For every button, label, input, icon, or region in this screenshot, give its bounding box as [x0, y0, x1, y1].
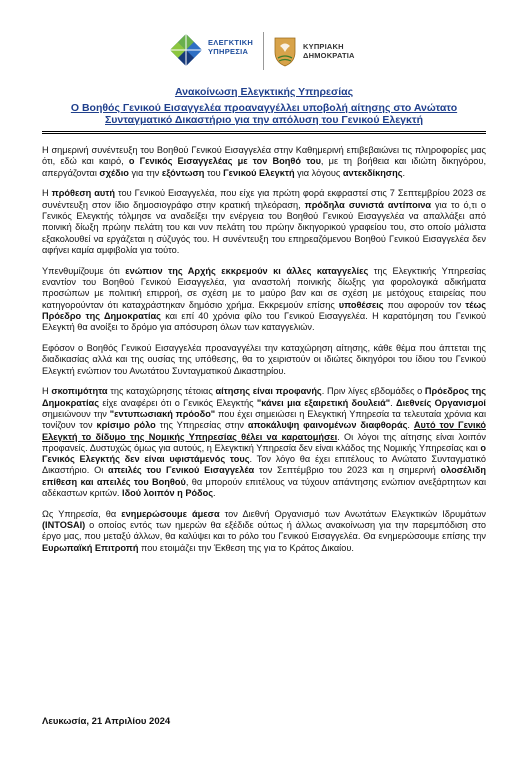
body-paragraph [42, 188, 486, 256]
paragraph-text: . [390, 397, 397, 408]
paragraph-text: Η σημερινή συνέντευξη του Βοηθού Γενικού Εισαγγελέα στην Καθημερινή επιβεβαιώνει τις πληροφορίες μας ότι, εδώ και καιρό, [42, 145, 486, 167]
emphasis-text: εξόντωση [161, 167, 205, 178]
audit-logo-line1: ΕΛΕΓΚΤΙΚΗ [208, 38, 254, 47]
emphasis-text: πρόθεση αυτή [51, 188, 115, 199]
emphasis-text: υποθέσεις [338, 299, 384, 310]
paragraph-text: , με τη βοήθεια και ιδιώτη δικηγόρου, απεργάζονται [42, 156, 486, 178]
paragraph-text: . [402, 167, 406, 178]
emphasis-text: ο Γενικός Εισαγγελέας με τον Βοηθό του [128, 156, 321, 167]
body-paragraph [42, 386, 486, 499]
emphasis-text: ο Γενικός Ελεγκτής δεν είναι υφιστάμενός τους [42, 442, 486, 465]
emphasis-text: Αυτό τον Γενικό Ελεγκτή το δίδυμο της Νομικής Υπηρεσίας θέλει να καρατομήσει [42, 420, 487, 442]
paragraph-text: σημειώνουν την [42, 408, 110, 419]
emphasis-text: αποκάλυψη φαινομένων διαφθοράς [247, 420, 408, 431]
paragraph-text: Υπενθυμίζουμε ότι [42, 265, 126, 276]
emphasis-text: Ευρωπαϊκή Επιτροπή [42, 542, 139, 553]
emphasis-text: σκοπιμότητα [51, 386, 108, 397]
emphasis-text: "εντυπωσιακή πρόοδο" [109, 408, 216, 419]
cyprus-logo-line2: ΔΗΜΟΚΡΑΤΙΑ [303, 51, 355, 60]
emphasis-text: αίτησης είναι προφανής [215, 386, 322, 397]
paragraph-text: που ετοιμάζει την Έκθεση της για το Κράτος Δικαίου. [138, 542, 354, 553]
emphasis-text: ολοσέλιδη επίθεση και απειλές του Βοηθού [42, 465, 486, 487]
logo-divider [263, 32, 264, 70]
announcement-title: Ανακοίνωση Ελεγκτικής Υπηρεσίας [174, 86, 354, 98]
paragraph-text: , θα μπορούν επιτέλους να τύχουν απάντησης ενώπιον ανεξάρτητων και αδέκαστων κριτών. [42, 476, 486, 499]
paragraph-text: . Τον λόγο θα έχει επιτέλους το Ανώτατο Συνταγματικό Δικαστήριο. Οι [42, 454, 486, 476]
paragraph-text: Η [42, 386, 52, 397]
paragraph-text: της Υπηρεσίας στην [155, 420, 248, 431]
paragraph-text: για το ό,τι ο Γενικός Ελεγκτής τόλμησε να αναδείξει την ενέργεια του Βοηθού Γενικού Εισαγγελέα να απαλλάξει από ποινική δίωξη πρώην πελάτη του και νυν πελάτη του πρώην δικηγορικού γραφείου του, στο οποίο μάλιστα εξακολουθεί να εργάζεται η σύζυγός του. Η συνέντευξη του επηρεαζόμενου Βοηθού Γενικού Εισαγγελέα δεν αφήνει καμία αμφιβολία για τούτο. [42, 199, 486, 255]
paragraph-text: Η [42, 188, 52, 199]
cyprus-logo-line1: ΚΥΠΡΙΑΚΗ [303, 42, 344, 51]
paragraph-text: Εφόσον ο Βοηθός Γενικού Εισαγγελέα προαναγγέλει την καταχώρηση αίτησης, κάθε θέμα που άπτεται της διαδικασίας αλλά και της ουσίας της υπόθεσης, θα το χειριστούν οι ιδιώτες δικηγόροι του ίδιου του Γενικού Ελεγκτή ενώπιον του Ανωτάτου Συνταγματικού Δικαστηρίου. [42, 342, 486, 376]
emphasis-text: κρίσιμο ρόλο [96, 420, 156, 431]
body-paragraph [42, 145, 486, 179]
audit-office-mark-icon [168, 32, 204, 68]
emphasis-text: πρόδηλα συνιστά αντίποινα [304, 199, 432, 210]
emphasis-text: Γενικού Ελεγκτή [223, 167, 295, 178]
audit-office-logo-text [208, 38, 253, 56]
paragraph-text: που έχει σημειώσει η Ελεγκτική Υπηρεσία τα τελευταία χρόνια και τονίζουν τον [42, 408, 486, 431]
place-and-date: Λευκωσία, 21 Απριλίου 2024 [42, 716, 171, 727]
paragraph-text: για λόγους [294, 167, 343, 178]
paragraph-text: του Γενικού Εισαγγελέα, που είχε για πρώτη φορά εκφραστεί στις 7 Σεπτεμβρίου 2023 σε συνέντευξη στον ίδιο δημοσιογράφο στην κρατική τηλεόραση, [42, 188, 486, 210]
emphasis-text: Διεθνείς Οργανισμοί [396, 397, 486, 408]
emphasis-text: Ιδού λοιπόν η Ρόδος [122, 488, 214, 499]
audit-office-logo [168, 30, 268, 74]
emphasis-text: σχέδιο [99, 167, 129, 178]
cyprus-logo-text [303, 42, 355, 60]
emphasis-text: (INTOSAI) [42, 520, 86, 531]
body-paragraph [42, 343, 486, 377]
paragraph-text: Ως Υπηρεσία, θα [42, 508, 122, 519]
paragraph-text: τον Σεπτέμβριο του 2023 και η σημερινή [254, 465, 441, 476]
paragraph-text: της Ελεγκτικής Υπηρεσίας εναντίον του Βοηθού Γενικού Εισαγγελέα, για αναστολή ποινικής δίωξης για φορολογικά αδικήματα προσώπων με πολιτική επιρροή, σε σχέση με το μαύρο βαν και σε σχέση με μετόχους εταιρείας που κατηγορούνταν ότι καταχράστηκαν δημόσιο χρήμα. Εκκρεμούν επίσης [42, 265, 486, 310]
emphasis-text: τέως Πρόεδρο της Δημοκρατίας [42, 299, 486, 321]
paragraph-text: . [213, 488, 216, 499]
title-rule-double [42, 133, 486, 134]
press-release-body [42, 145, 486, 564]
paragraph-text: της καταχώρησης τέτοιας [107, 386, 216, 397]
paragraph-text: . Πριν λίγες εβδομάδες ο [321, 386, 425, 397]
paragraph-text: . [407, 420, 414, 431]
emphasis-text: απειλές του Γενικού Εισαγγελέα [108, 465, 255, 476]
press-release-headline: Ο Βοηθός Γενικού Εισαγγελέα προαναγγέλλει υποβολή αίτησης στο Ανώτατο Συνταγματικό Δικαστήριο για την απόλυση του Γενικού Ελεγκτή [70, 102, 458, 126]
audit-logo-line2: ΥΠΗΡΕΣΙΑ [208, 47, 249, 56]
title-rule [42, 131, 486, 132]
republic-of-cyprus-logo [270, 30, 380, 74]
cyprus-coat-of-arms-icon [272, 34, 298, 68]
emphasis-text: "κάνει μια εξαιρετική δουλειά" [256, 397, 391, 408]
emphasis-text: Πρόεδρος της Δημοκρατίας [42, 386, 487, 408]
emphasis-text: ενημερώσουμε άμεσα [121, 508, 220, 519]
paragraph-text: που αφορούν τον [383, 299, 466, 310]
paragraph-text: . Οι λόγοι της αίτησης είναι λοιπόν προφανείς. Δυστυχώς όμως για αυτούς, η Ελεγκτική Υπηρεσία δεν είναι κλάδος της Νομικής Υπηρεσίας και [42, 431, 487, 453]
paragraph-text: ο οποίος εντός των ημερών θα εξέδιδε ούτως ή άλλως ανακοίνωση για την παρεμπόδιση στο έργο μας, που μεταξύ άλλων, θα καλύψει και το ρόλο του Γενικού Εισαγγελέα. Θα ενημερώσουμε επίσης την [42, 520, 486, 542]
body-paragraph [42, 266, 486, 334]
paragraph-text: του [204, 167, 224, 178]
emphasis-text: αντεκδίκησης [342, 167, 403, 178]
emphasis-text: ενώπιον της Αρχής εκκρεμούν κι άλλες καταγγελίες [125, 265, 369, 276]
letterhead [0, 30, 528, 74]
paragraph-text: τον Διεθνή Οργανισμό των Ανωτάτων Ελεγκτικών Ιδρυμάτων [219, 508, 486, 519]
paragraph-text: και επί 40 χρόνια φίλο του Γενικού Εισαγγελέα. Η καρατόμηση του Γενικού Ελεγκτή θα ανοίξει το δρόμο για απόσυρση όλων των καταγγελιών. [42, 310, 486, 333]
body-paragraph [42, 509, 486, 554]
paragraph-text: είχε αναφέρει ότι ο Γενικός Ελεγκτής [98, 397, 257, 408]
paragraph-text: για την [128, 167, 162, 178]
